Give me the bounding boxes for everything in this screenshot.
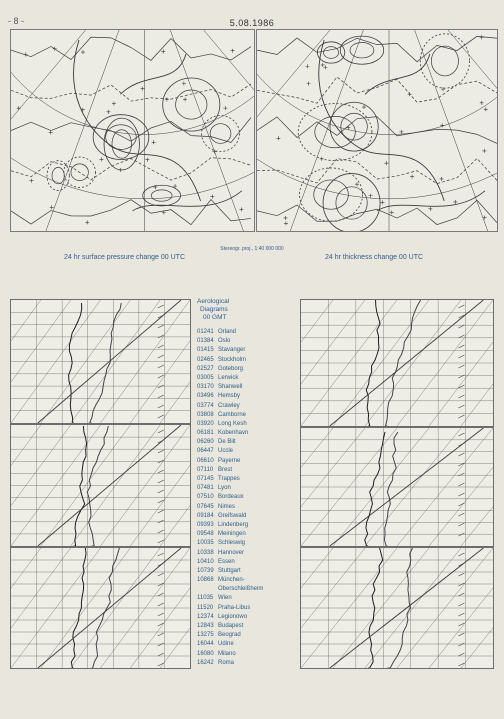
station-name: Stuttgart — [218, 567, 241, 574]
legend-title: Aerological — [197, 298, 230, 305]
station-name: Wien — [218, 595, 232, 602]
station-name: Essen — [218, 558, 235, 565]
station-entry — [197, 622, 297, 631]
diagram-graphic — [301, 428, 493, 546]
station-name: De Bilt — [218, 439, 236, 446]
station-code: 02527 — [197, 365, 214, 372]
station-code: 07110 — [197, 466, 214, 473]
diagram-graphic — [301, 548, 493, 668]
station-name: Nimes — [218, 503, 236, 510]
station-code: 09393 — [197, 521, 214, 528]
station-entry — [197, 512, 297, 521]
station-entry — [197, 493, 297, 502]
station-name: Meiningen — [218, 531, 246, 538]
station-name: Brest — [218, 466, 233, 473]
station-entry — [197, 484, 297, 493]
station-entry — [197, 650, 297, 659]
station-entry — [197, 392, 297, 401]
station-code: 06181 — [197, 430, 214, 437]
station-name: Beograd — [218, 632, 241, 639]
station-entry — [197, 604, 297, 613]
station-entry — [197, 402, 297, 411]
aerological-diagram — [300, 547, 494, 669]
station-entry — [197, 346, 297, 355]
station-entry — [197, 466, 297, 475]
station-entry — [197, 447, 297, 456]
station-entry — [197, 365, 297, 374]
station-code: 07145 — [197, 476, 214, 482]
station-entry — [197, 567, 297, 576]
station-name: Long Kesh — [218, 420, 247, 427]
station-entry — [197, 411, 297, 420]
station-name: Orland — [218, 329, 237, 335]
page-date: 5.08.1986 — [229, 18, 275, 28]
station-entry — [197, 457, 297, 466]
station-name: Bordeaux — [218, 494, 244, 501]
station-entry — [197, 374, 297, 383]
station-code: 06447 — [197, 448, 214, 455]
station-code: 16044 — [197, 641, 214, 648]
station-code: 01384 — [197, 338, 214, 345]
page-number: - 8 - — [8, 16, 25, 26]
aerological-diagram — [10, 424, 191, 547]
station-code: 10338 — [197, 549, 214, 556]
station-code: 07481 — [197, 485, 214, 492]
station-entry — [197, 631, 297, 640]
station-entry — [197, 539, 297, 548]
station-code: 01241 — [197, 329, 214, 335]
station-entry — [197, 576, 297, 585]
station-entry — [197, 521, 297, 530]
station-entry — [197, 613, 297, 622]
station-code: 11035 — [197, 595, 214, 602]
station-name: Milano — [218, 650, 236, 657]
diagram-graphic — [11, 300, 190, 423]
station-code: 01415 — [197, 347, 214, 354]
thickness-change-map — [256, 29, 498, 232]
station-code: 12843 — [197, 623, 214, 629]
station-code: 03808 — [197, 411, 214, 418]
station-name: Schleswig — [218, 540, 246, 547]
map-graphic — [257, 30, 497, 231]
station-name: Uccle — [218, 448, 234, 455]
station-code: 11520 — [197, 604, 214, 611]
surface-pressure-change-map — [10, 29, 255, 232]
station-code: 03774 — [197, 402, 214, 409]
station-code: 02465 — [197, 356, 214, 363]
station-legend — [197, 298, 297, 668]
station-entry — [197, 475, 297, 484]
legend-time: 00 GMT — [203, 314, 227, 321]
projection-note: Stereogr. proj., 1:40 000 000 — [220, 246, 284, 252]
station-name: Lindenberg — [218, 521, 249, 528]
station-code: 03005 — [197, 374, 214, 381]
left-map-caption: 24 hr surface pressure change 00 UTC — [64, 254, 186, 261]
station-code: 03170 — [197, 384, 214, 391]
right-map-caption: 24 hr thickness change 00 UTC — [325, 254, 424, 261]
station-code: 16242 — [197, 659, 214, 666]
station-entry — [197, 659, 297, 668]
map-graphic — [11, 30, 254, 231]
station-code: 16080 — [197, 650, 214, 657]
station-name: Legionowo — [218, 613, 248, 620]
station-name: Payerne — [218, 457, 241, 464]
station-name: Shanwell — [218, 384, 243, 391]
station-name: Budapest — [218, 623, 244, 629]
diagram-graphic — [11, 548, 190, 668]
station-entry — [197, 429, 297, 438]
station-entry — [197, 356, 297, 365]
station-code: 09548 — [197, 531, 214, 538]
station-name: Roma — [218, 659, 235, 666]
station-code: 10868 — [197, 577, 214, 584]
station-code: 06260 — [197, 439, 214, 446]
station-name: Hannover — [218, 549, 245, 556]
station-name: Crawley — [218, 402, 240, 409]
station-entry — [197, 337, 297, 346]
station-code: 07510 — [197, 494, 214, 501]
station-name: Udine — [218, 641, 234, 648]
station-entry — [197, 530, 297, 539]
aerological-diagram — [300, 427, 494, 547]
station-name: Hemsby — [218, 393, 241, 400]
station-name: Goteborg — [218, 365, 244, 372]
station-code: 06610 — [197, 457, 214, 464]
station-name: Greifswald — [218, 512, 247, 519]
station-entry — [197, 438, 297, 447]
station-entry — [197, 594, 297, 603]
diagram-graphic — [11, 425, 190, 546]
station-code: 09184 — [197, 512, 214, 519]
aerological-diagram — [10, 299, 191, 424]
station-code: 03496 — [197, 393, 214, 400]
station-code: 10410 — [197, 558, 214, 565]
station-name-continuation: Oberschleißheim — [218, 586, 264, 593]
legend-subtitle: Diagrams — [200, 306, 228, 313]
station-name: Kobenhavn — [218, 430, 249, 437]
station-code: 07645 — [197, 503, 214, 510]
station-name: Stavanger — [218, 347, 246, 354]
station-code: 10035 — [197, 540, 214, 547]
station-entry — [197, 383, 297, 392]
station-name: München- — [218, 577, 245, 584]
station-name: Trappes — [218, 476, 240, 482]
station-code: 13275 — [197, 632, 214, 639]
station-name: Praha-Libus — [218, 604, 251, 611]
station-entry — [197, 328, 297, 337]
station-entry — [197, 558, 297, 567]
station-entry — [197, 640, 297, 649]
diagram-graphic — [301, 300, 493, 426]
station-name: Lerwick — [218, 374, 239, 381]
station-code: 12374 — [197, 613, 214, 620]
station-code: 03920 — [197, 420, 214, 427]
station-entry — [197, 503, 297, 512]
station-entry — [197, 549, 297, 558]
aerological-diagram — [10, 547, 191, 669]
station-name: Camborne — [218, 411, 247, 418]
station-code: 10739 — [197, 567, 214, 574]
station-entry — [197, 420, 297, 429]
station-list — [197, 328, 297, 668]
station-name: Lyon — [218, 485, 231, 492]
aerological-diagram — [300, 299, 494, 427]
station-name: Oslo — [218, 338, 231, 345]
station-name: Stockholm — [218, 356, 247, 363]
